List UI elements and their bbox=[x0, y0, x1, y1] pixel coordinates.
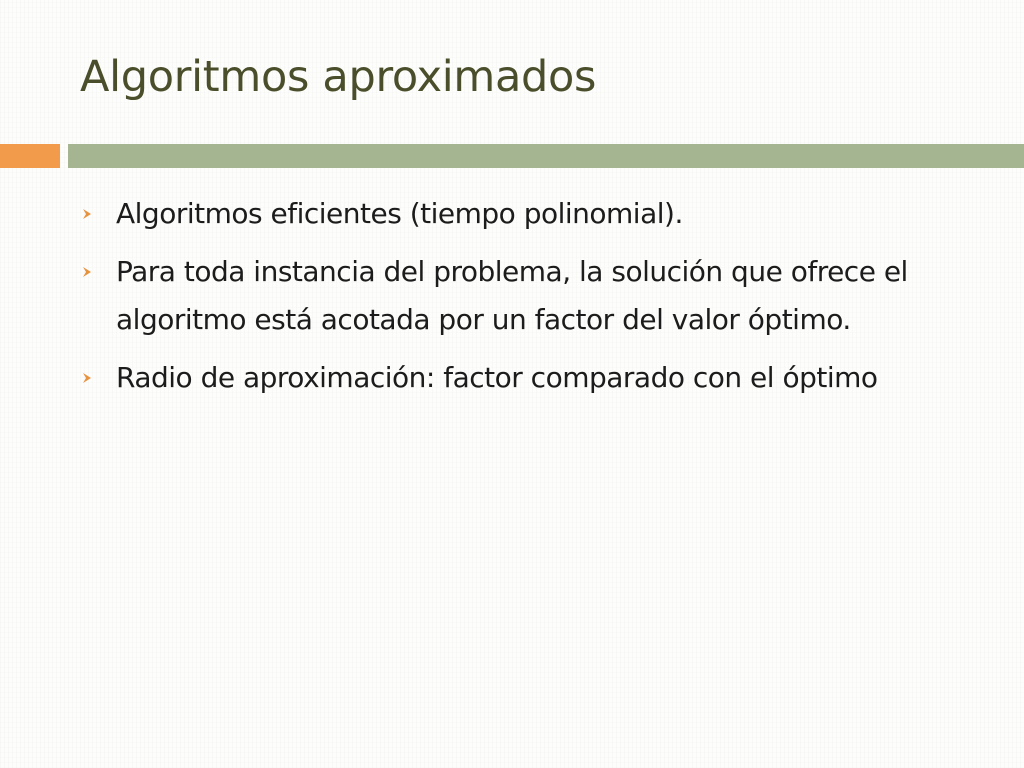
bullet-item bbox=[78, 354, 978, 402]
bullet-item bbox=[78, 190, 978, 238]
chevron-right-icon bbox=[80, 190, 98, 238]
accent-bar-green bbox=[68, 144, 1024, 168]
bullet-text: Algoritmos eficientes (tiempo polinomial). bbox=[116, 197, 683, 230]
bullet-item bbox=[78, 248, 978, 344]
bullet-text: Radio de aproximación: factor comparado con el óptimo bbox=[116, 361, 878, 394]
slide-title: Algoritmos aproximados bbox=[80, 52, 597, 102]
chevron-right-icon bbox=[80, 248, 98, 296]
bullet-text: Para toda instancia del problema, la solución que ofrece el algoritmo está acotada por un factor del valor óptimo. bbox=[116, 255, 908, 336]
chevron-right-icon bbox=[80, 354, 98, 402]
accent-bar-orange bbox=[0, 144, 60, 168]
bullet-list bbox=[78, 190, 978, 412]
